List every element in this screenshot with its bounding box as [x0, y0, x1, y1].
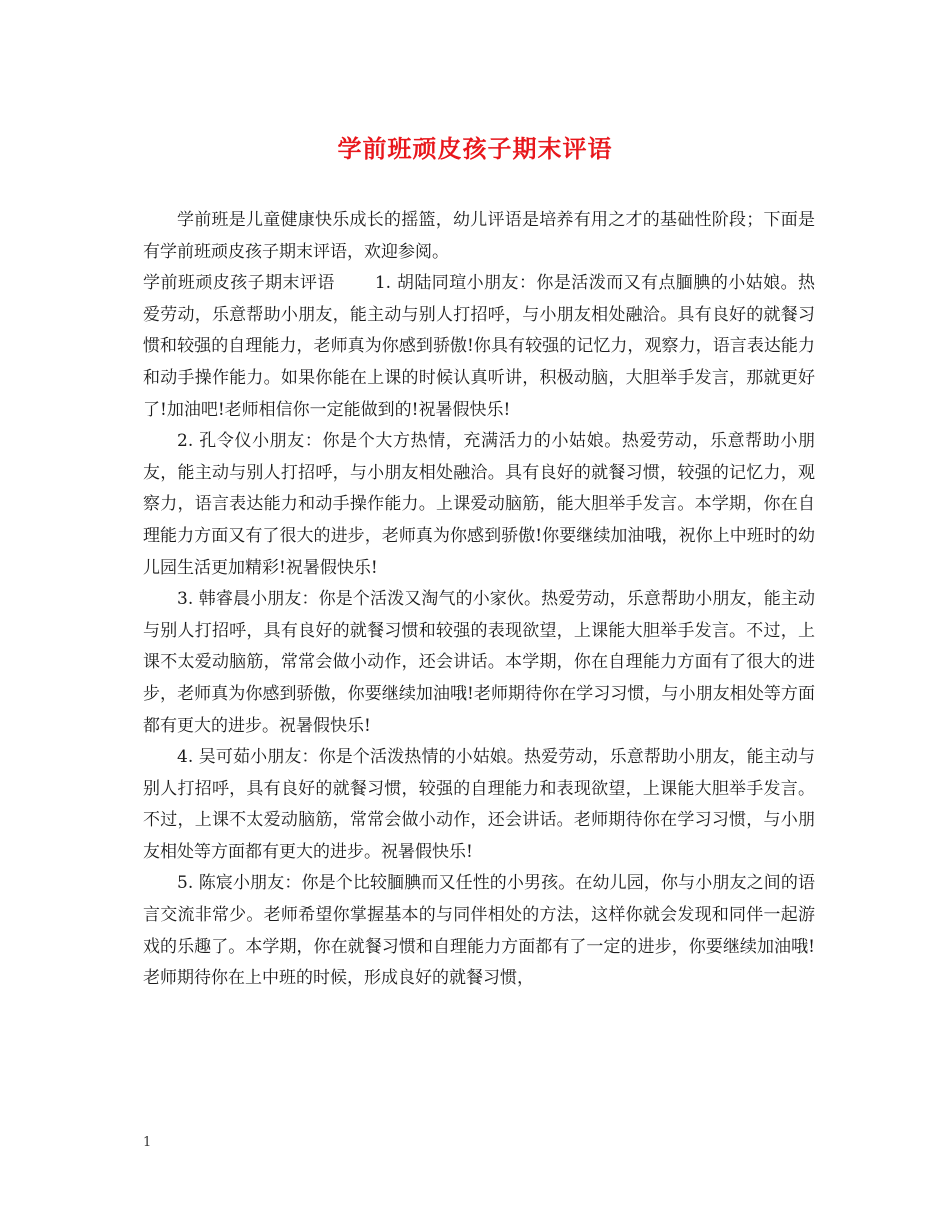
entry-2: 2. 孔令仪小朋友：你是个大方热情，充满活力的小姑娘。热爱劳动，乐意帮助小朋友，能主动与别人打招呼，与小朋友相处融洽。具有良好的就餐习惯，较强的记忆力，观察力，语言表达能力和动手操作能力。上课爱动脑筋，能大胆举手发言。本学期，你在自理能力方面又有了很大的进步，老师真为你感到骄傲!你要继续加油哦，祝你上中班时的幼儿园生活更加精彩!祝暑假快乐! — [143, 431, 815, 578]
document-body — [143, 205, 815, 995]
entry-3: 3. 韩睿晨小朋友：你是个活泼又淘气的小家伙。热爱劳动，乐意帮助小朋友，能主动与别人打招呼，具有良好的就餐习惯和较强的表现欲望，上课能大胆举手发言。不过，上课不太爱动脑筋，常常会做小动作，还会讲话。本学期，你在自理能力方面有了很大的进步，老师真为你感到骄傲，你要继续加油哦!老师期待你在学习习惯，与小朋友相处等方面都有更大的进步。祝暑假快乐! — [143, 589, 815, 736]
page-number: 1 — [143, 1135, 152, 1150]
document-title: 学前班顽皮孩子期末评语 — [337, 134, 613, 163]
first-entry-paragraph — [143, 268, 815, 426]
intro-paragraph: 学前班是儿童健康快乐成长的摇篮，幼儿评语是培养有用之才的基础性阶段；下面是有学前班顽皮孩子期末评语，欢迎参阅。 — [143, 210, 815, 262]
entry-4: 4. 吴可茹小朋友：你是个活泼热情的小姑娘。热爱劳动，乐意帮助小朋友，能主动与别人打招呼，具有良好的就餐习惯，较强的自理能力和表现欲望，上课能大胆举手发言。不过，上课不太爱动脑筋，常常会做小动作，还会讲话。老师期待你在学习习惯，与小朋友相处等方面都有更大的进步。祝暑假快乐! — [143, 747, 815, 862]
section-heading: 学前班顽皮孩子期末评语 — [143, 273, 335, 294]
entry-5: 5. 陈宸小朋友：你是个比较腼腆而又任性的小男孩。在幼儿园，你与小朋友之间的语言交流非常少。老师希望你掌握基本的与同伴相处的方法，这样你就会发现和同伴一起游戏的乐趣了。本学期，你在就餐习惯和自理能力方面都有了一定的进步，你要继续加油哦!老师期待你在上中班的时候，形成良好的就餐习惯， — [143, 873, 815, 989]
entry-1: 1. 胡陆同瑄小朋友：你是活泼而又有点腼腆的小姑娘。热爱劳动，乐意帮助小朋友，能主动与别人打招呼，与小朋友相处融洽。具有良好的就餐习惯和较强的自理能力，老师真为你感到骄傲!你具有较强的记忆力，观察力，语言表达能力和动手操作能力。如果你能在上课的时候认真听讲，积极动脑，大胆举手发言，那就更好了!加油吧!老师相信你一定能做到的!祝暑假快乐! — [143, 273, 816, 420]
